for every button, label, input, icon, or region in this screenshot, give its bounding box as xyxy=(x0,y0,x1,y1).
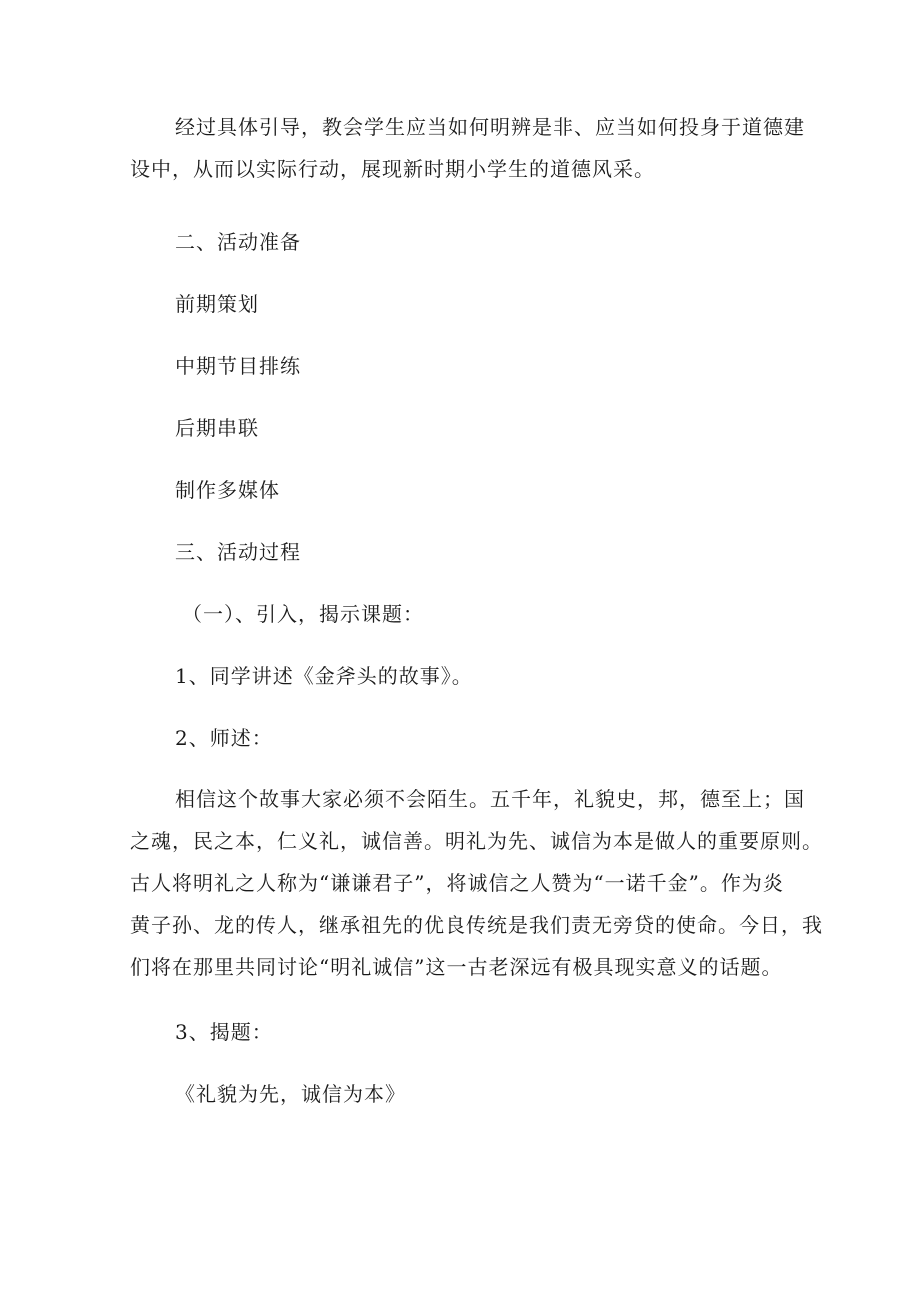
teacher-paragraph xyxy=(130,778,823,988)
step3-text: 3、揭题： xyxy=(175,1020,273,1044)
prep-item-multimedia: 制作多媒体 xyxy=(175,478,280,502)
teacher-line-4: 黄子孙、龙的传人，继承祖先的优良传统是我们责无旁贷的使命。今日，我 xyxy=(130,913,823,937)
step1-text: 1、同学讲述《金斧头的故事》。 xyxy=(175,664,473,688)
intro-line-1: 经过具体引导，教会学生应当如何明辨是非、应当如何投身于道德建 xyxy=(175,115,805,139)
subsection1-heading: （一）、引入，揭示课题： xyxy=(182,602,424,626)
teacher-line-2: 之魂，民之本，仁义礼，诚信善。明礼为先、诚信为本是做人的重要原则。 xyxy=(130,829,823,853)
intro-paragraph xyxy=(130,106,805,190)
intro-line-2: 设中，从而以实际行动，展现新时期小学生的道德风采。 xyxy=(130,157,655,181)
teacher-line-3: 古人将明礼之人称为“谦谦君子”，将诚信之人赞为“一诺千金”。作为炎 xyxy=(130,871,784,895)
section3-heading: 三、活动过程 xyxy=(175,540,301,564)
topic-title: 《礼貌为先，诚信为本》 xyxy=(175,1082,406,1106)
teacher-line-1: 相信这个故事大家必须不会陌生。五千年，礼貌史，邦，德至上；国 xyxy=(175,787,805,811)
teacher-line-5: 们将在那里共同讨论“明礼诚信”这一古老深远有极具现实意义的话题。 xyxy=(130,955,783,979)
prep-item-planning: 前期策划 xyxy=(175,292,259,316)
step2-text: 2、师述： xyxy=(175,726,273,750)
prep-item-rehearsal: 中期节目排练 xyxy=(175,354,301,378)
prep-item-linking: 后期串联 xyxy=(175,416,259,440)
section2-heading: 二、活动准备 xyxy=(175,230,301,254)
